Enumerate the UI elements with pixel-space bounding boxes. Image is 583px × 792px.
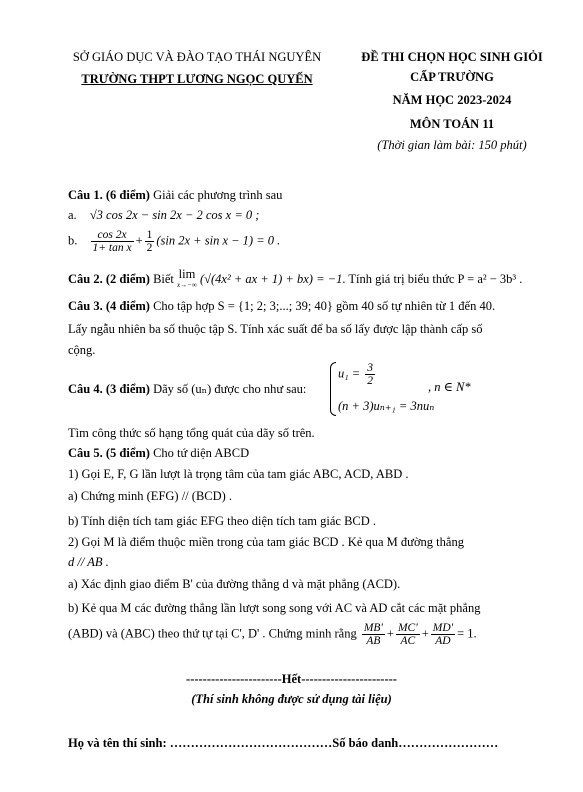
q4-eq1-fraction — [365, 362, 375, 387]
q5-heading — [68, 446, 528, 461]
q2-expr: (√(4x² + ax + 1) + bx) = −1 — [200, 271, 343, 286]
time-limit: (Thời gian làm bài: 150 phút) — [377, 138, 527, 152]
q4-eq1-num: 3 — [367, 362, 374, 374]
q5-p1a: a) Chứng minh (EFG) // (BCD) . — [68, 489, 233, 503]
q5-f2-den: AC — [400, 635, 416, 647]
school-name-text: TRƯỜNG THPT LƯƠNG NGỌC QUYẾN — [81, 72, 313, 86]
department-name: SỞ GIÁO DỤC VÀ ĐÀO TẠO THÁI NGUYÊN — [72, 50, 322, 64]
q5-f1-den: AB — [366, 635, 381, 647]
q2-pre: Biết — [153, 271, 174, 286]
q3-line3: cộng. — [68, 343, 96, 357]
q5-p2-line1: 2) Gọi M là điểm thuộc miền trong của tam giác BCD . Kẻ qua M đường thẳng — [68, 535, 464, 549]
q4-eq1-left: u₁ = — [338, 366, 361, 381]
subject: MÔN TOÁN 11 — [409, 117, 495, 131]
q4-label: Câu 4. (3 điểm) — [68, 382, 150, 396]
q4-pre: Dãy số (uₙ) được cho như sau: — [153, 382, 307, 396]
q5-text: Cho tứ diện ABCD — [153, 446, 250, 460]
q2 — [68, 269, 528, 291]
q5-p2a: a) Xác định giao điểm B' của đường thẳng d và mặt phẳng (ACD). — [68, 577, 401, 591]
q1b-label: b. — [68, 233, 78, 248]
q3-line2: Lấy ngẫu nhiên ba số thuộc tập S. Tính xác suất để ba số lấy được lập thành cấp số — [68, 322, 483, 336]
exam-note: (Thí sinh không được sử dụng tài liệu) — [191, 692, 392, 706]
q1b-half-den: 2 — [146, 242, 153, 254]
q1b-half — [145, 229, 155, 254]
q5-frac-1 — [362, 622, 385, 647]
q1a-label: a. — [68, 208, 77, 222]
candidate-info: Họ và tên thí sinh: …………………………………Số báo danh…………………… — [68, 736, 499, 750]
q5-p1b: b) Tính diện tích tam giác EFG theo diện tích tam giác BCD . — [68, 514, 377, 528]
q1b-num: cos 2x — [91, 229, 134, 242]
q5-p2b-line2: (ABD) và (ABC) theo thứ tự tại C', D' . Chứng minh rằng $\frac{MB'}{AB}$ + $\frac{MC'}{AC}$ + $\frac{MD'}{AD}$ = 1. — [68, 622, 477, 647]
q5-f3-den: AD — [435, 635, 451, 647]
exam-title-1: ĐỀ THI CHỌN HỌC SINH GIỎI — [361, 50, 543, 64]
q3-label: Câu 3. (4 điểm) — [68, 299, 150, 313]
q3-line1 — [68, 299, 528, 314]
q1b-half-num: 1 — [146, 229, 153, 241]
q5-p2b-pre: (ABD) và (ABC) theo thứ tự tại C', D' . Chứng minh rằng — [68, 626, 357, 641]
q4-system-brace — [330, 362, 336, 416]
q5-f1-num: MB' — [363, 622, 383, 634]
school-name — [62, 72, 332, 87]
q3-text1: Cho tập hợp S = {1; 2; 3;...; 39; 40} gồm 40 số tự nhiên từ 1 đến 40. — [153, 299, 496, 313]
q1b-fraction — [91, 229, 134, 254]
q4-condition: , n ∈ N* — [428, 380, 471, 394]
exam-title-2: CẤP TRƯỜNG — [410, 70, 494, 84]
q1-part-a — [68, 208, 528, 223]
q1b-rest: (sin 2x + sin x − 1) = 0 . — [156, 233, 281, 248]
q5-label: Câu 5. (5 điểm) — [68, 446, 150, 460]
end-marker: -----------------------Hết----------------------- — [186, 672, 397, 686]
school-year: NĂM HỌC 2023-2024 — [392, 93, 512, 107]
q5-p2b-end: = 1. — [457, 626, 477, 641]
q5-frac-2 — [396, 622, 420, 647]
q1-part-b: b. $\frac{\cos 2x}{\text{1+ tan x}}$ + $\frac{1}{2}$ (sin 2x + sin x − 1) = 0 . — [68, 229, 281, 254]
q5-f2-num: MC' — [397, 622, 418, 634]
q5-p2b-line1: b) Kẻ qua M các đường thẳng lần lượt song song với AC và AD cắt các mặt phẳng — [68, 601, 481, 615]
q4-eq1-den: 2 — [367, 375, 374, 387]
q2-post: . Tính giá trị biểu thức P = a² − 3b³ . — [342, 271, 523, 286]
q5-frac-3 — [431, 622, 455, 647]
q5-p1: 1) Gọi E, F, G lần lượt là trọng tâm của tam giác ABC, ACD, ABD . — [68, 467, 409, 481]
q5-f3-num: MD' — [432, 622, 454, 634]
q1-label: Câu 1. (6 điểm) — [68, 188, 150, 202]
q1b-den: 1+ tan x — [92, 242, 132, 254]
q5-p2-line2: d // AB . — [68, 555, 109, 569]
q1-text: Giải các phương trình sau — [153, 188, 283, 202]
q4-eq2: (n + 3)uₙ₊₁ = 3nuₙ — [338, 399, 435, 413]
q1a-expr: √3 cos 2x − sin 2x − 2 cos x = 0 ; — [89, 208, 260, 222]
q4-line2: Tìm công thức số hạng tổng quát của dãy số trên. — [68, 426, 315, 440]
q1-heading — [68, 188, 528, 203]
q2-label: Câu 2. (2 điểm) — [68, 271, 150, 286]
q2-limit — [177, 269, 197, 291]
q2-lim: lim — [178, 267, 196, 281]
q2-lim-sub: x→−∞ — [177, 281, 197, 289]
q4-eq1 — [338, 362, 377, 387]
